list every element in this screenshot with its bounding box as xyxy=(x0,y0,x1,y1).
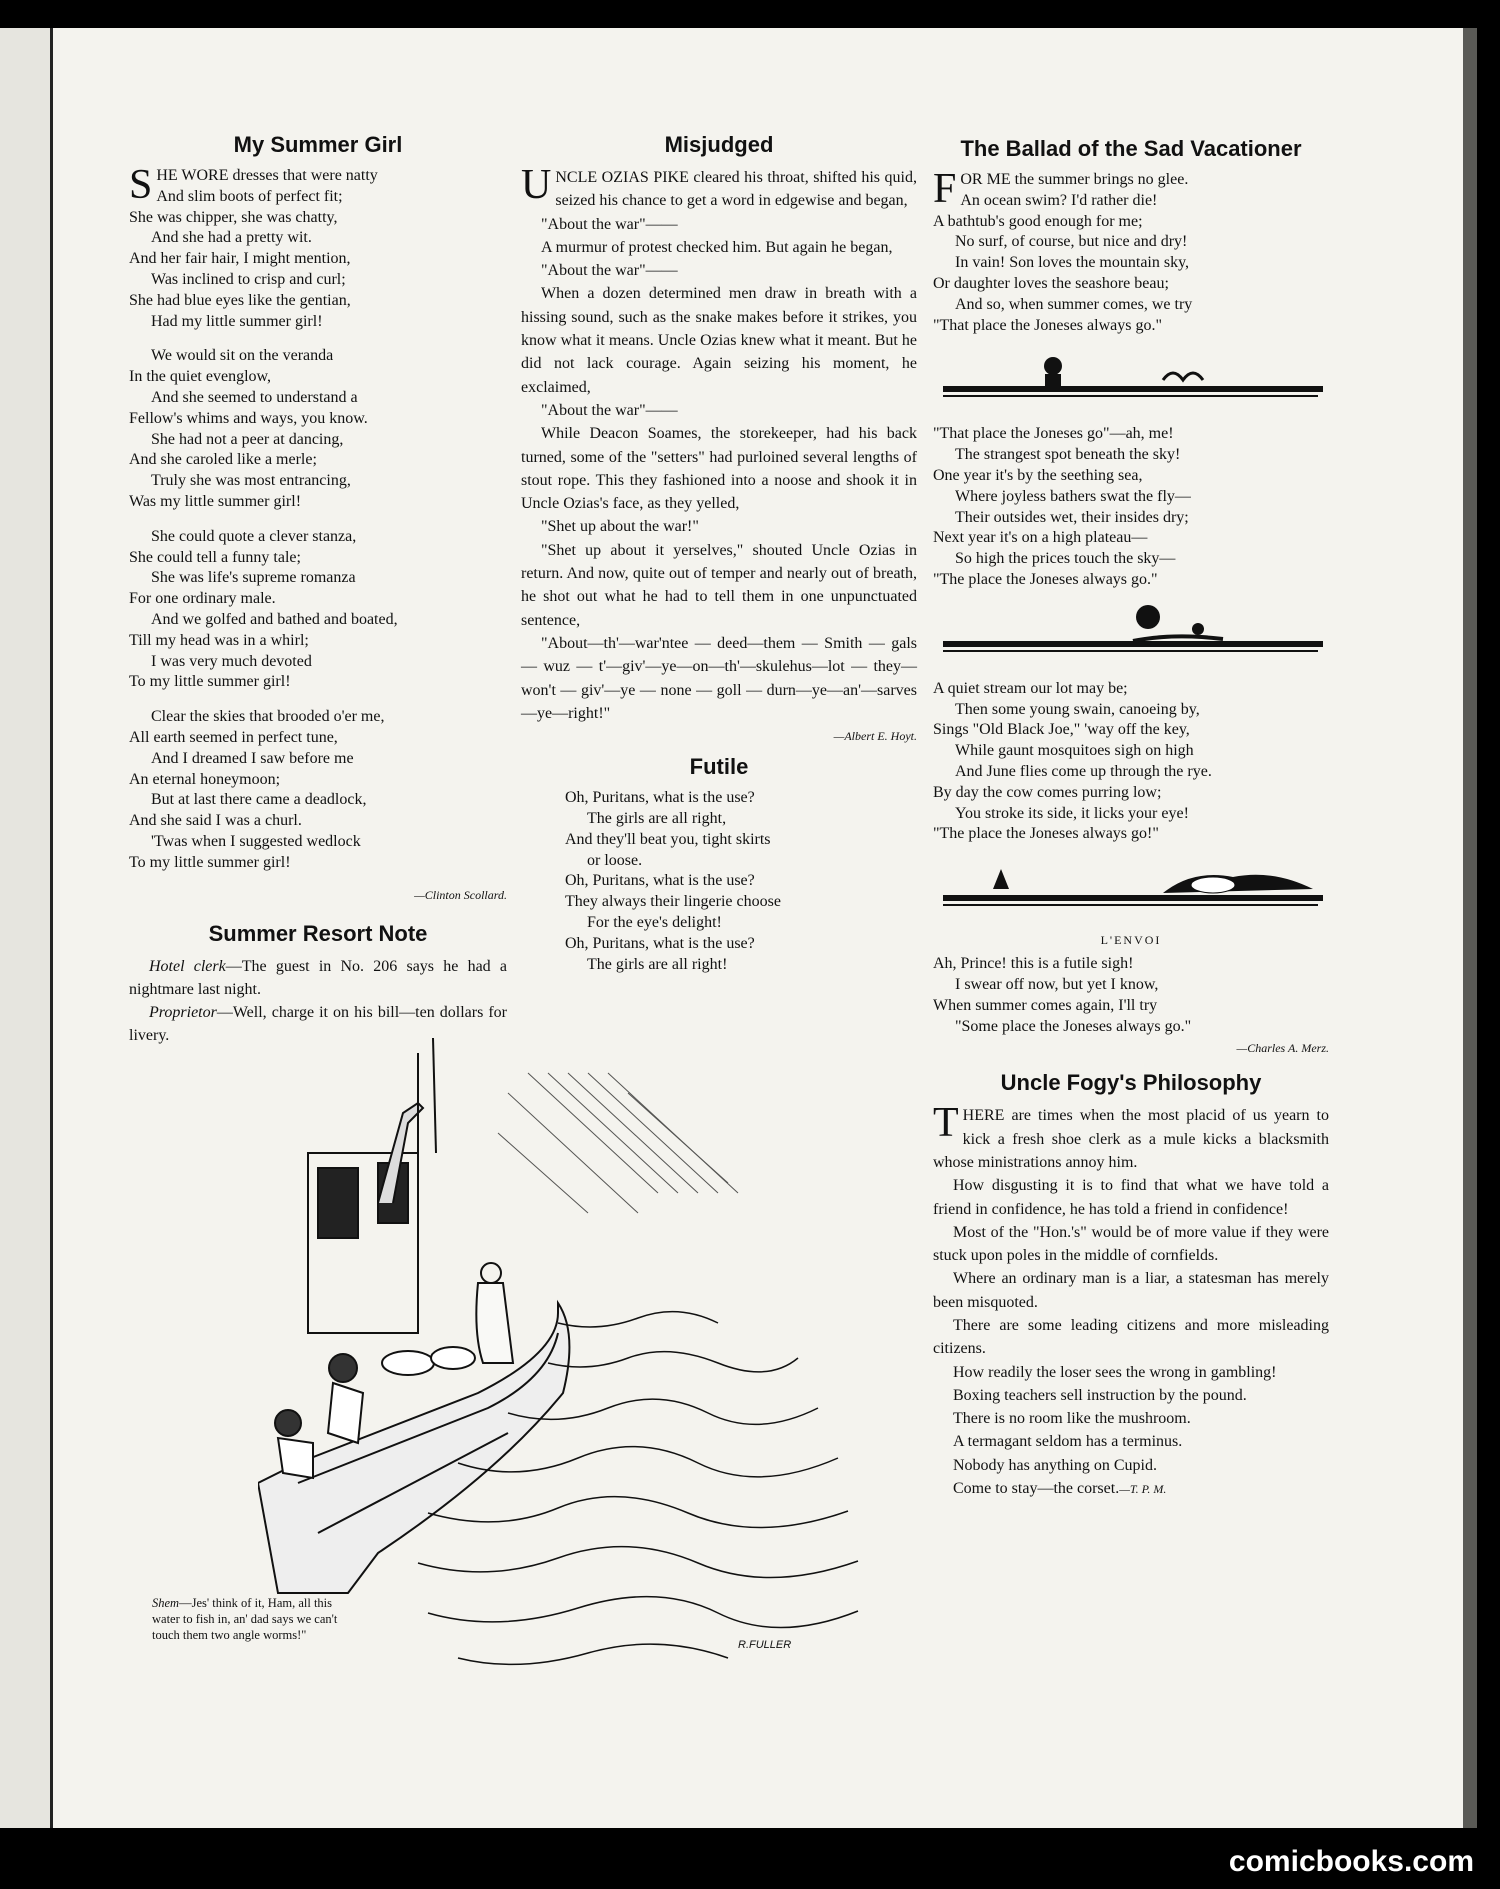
paragraph: "Shet up about the war!" xyxy=(541,518,699,536)
uncle-fogy-philosophy xyxy=(933,1100,1329,1501)
paragraph: A murmur of protest checked him. But again he began, xyxy=(541,238,893,256)
verse-line: Oh, Puritans, what is the use? xyxy=(565,872,755,890)
stanza xyxy=(933,166,1329,336)
column-right xyxy=(933,136,1329,1501)
stanza xyxy=(129,527,507,693)
verse-line: And she said I was a churl. xyxy=(129,812,302,830)
verse-line: By day the cow comes purring low; xyxy=(933,783,1162,801)
verse-line: While gaunt mosquitoes sigh on high xyxy=(955,742,1194,760)
verse-line: So high the prices touch the sky— xyxy=(955,550,1176,568)
verse-line: Their outsides wet, their insides dry; xyxy=(955,508,1189,526)
verse-line: For one ordinary male. xyxy=(129,590,276,608)
cartoon-caption xyxy=(152,1595,352,1643)
verse-line: And she seemed to understand a xyxy=(151,388,358,406)
paragraph: How readily the loser sees the wrong in gambling! xyxy=(953,1363,1277,1381)
paragraph: Nobody has anything on Cupid. xyxy=(953,1456,1157,1474)
paragraph: NCLE OZIAS PIKE cleared his throat, shifted his quid, seized his chance to get a word in edgewise and began, xyxy=(555,169,917,210)
verse-line: or loose. xyxy=(587,851,643,869)
poem-title-ballad: The Ballad of the Sad Vacationer xyxy=(960,136,1302,161)
verse-line: No surf, of course, but nice and dry! xyxy=(955,233,1188,251)
cartoonist-signature: R.FULLER xyxy=(738,1639,792,1651)
verse-line: And June flies come up through the rye. xyxy=(955,762,1212,780)
verse-line: She was life's supreme romanza xyxy=(151,569,356,587)
stanza xyxy=(129,162,507,332)
stanza xyxy=(933,679,1329,845)
author-credit: —Clinton Scollard. xyxy=(414,887,507,902)
verse-line: Sings "Old Black Joe," 'way off the key, xyxy=(933,721,1190,739)
verse-line: And her fair hair, I might mention, xyxy=(129,250,351,268)
verse-line: In vain! Son loves the mountain sky, xyxy=(955,254,1190,272)
verse-line: All earth seemed in perfect tune, xyxy=(129,728,338,746)
verse-line: For the eye's delight! xyxy=(587,913,722,931)
verse-line: But at last there came a deadlock, xyxy=(151,791,367,809)
paragraph: "About the war"—— xyxy=(541,262,678,280)
vignette-canoe xyxy=(933,605,1329,665)
paragraph: Most of the "Hon.'s" would be of more value if they were stuck upon poles in the middle of cornfields. xyxy=(933,1223,1329,1265)
verse-line: Ah, Prince! this is a futile sigh! xyxy=(933,955,1134,973)
paragraph: While Deacon Soames, the storekeeper, had his back turned, some of the "setters" had purloined several lengths of stout rope. This they fashioned into a noose and shook it in Uncle Ozias's face, as they yelled, xyxy=(521,425,917,513)
verse-line: And she had a pretty wit. xyxy=(151,229,312,247)
verse-line: "That place the Joneses always go." xyxy=(933,316,1162,334)
paragraph: HERE are times when the most placid of us yearn to kick a fresh shoe clerk as a mule kicks a blacksmith whose ministrations annoy him. xyxy=(933,1107,1329,1171)
verse-line: Till my head was in a whirl; xyxy=(129,631,309,649)
author-credit: —T. P. M. xyxy=(1119,1482,1167,1497)
verse-line: And we golfed and bathed and boated, xyxy=(151,610,398,628)
paragraph: Boxing teachers sell instruction by the pound. xyxy=(953,1386,1247,1404)
drop-cap: T xyxy=(933,1100,959,1147)
vignette-cow xyxy=(933,859,1329,919)
article-title-uncle-fogy: Uncle Fogy's Philosophy xyxy=(1000,1070,1262,1096)
verse-line: We would sit on the veranda xyxy=(151,347,334,365)
verse-line: And they'll beat you, tight skirts xyxy=(565,830,771,848)
verse-line: A quiet stream our lot may be; xyxy=(933,679,1128,697)
poem-my-summer-girl xyxy=(129,162,507,874)
verse-line: HE WORE dresses that were natty xyxy=(156,167,378,184)
poem-ballad xyxy=(933,166,1329,919)
paragraph: "About the war"—— xyxy=(541,401,678,419)
verse-line: Had my little summer girl! xyxy=(151,312,323,330)
paragraph: "About—th'—war'ntee — deed—them — Smith — gals — wuz — t'—giv'—ye—on—th'—skulehus—lot — they—won't — giv'—ye — none — goll — durn—ye—an'—sarves —ye—right!" xyxy=(521,634,917,722)
verse-line: She was chipper, she was chatty, xyxy=(129,208,338,226)
speaker: Proprietor xyxy=(149,1004,217,1022)
verse-line: Then some young swain, canoeing by, xyxy=(955,700,1200,718)
verse-line: Clear the skies that brooded o'er me, xyxy=(151,708,385,726)
note-text: —Well, charge it on his bill—ten dollars for livery. xyxy=(129,1004,507,1045)
verse-line: In the quiet evenglow, xyxy=(129,368,272,386)
paragraph: How disgusting it is to find that what we have told a friend in confidence, he has told a friend in confidence! xyxy=(933,1177,1329,1218)
stanza xyxy=(129,707,507,873)
paragraph: "About the war"—— xyxy=(541,215,678,233)
author-credit: —Charles A. Merz. xyxy=(1236,1041,1329,1056)
verse-line: Oh, Puritans, what is the use? xyxy=(565,789,755,807)
magazine-page xyxy=(53,28,1463,1828)
verse-line: An ocean swim? I'd rather die! xyxy=(960,191,1158,209)
verse-line: They always their lingerie choose xyxy=(565,893,781,911)
verse-line: And I dreamed I saw before me xyxy=(151,749,354,767)
verse-line: The girls are all right, xyxy=(587,809,727,827)
verse-line: An eternal honeymoon; xyxy=(129,770,281,788)
verse-line: And she caroled like a merle; xyxy=(129,451,317,469)
verse-line: She could tell a funny tale; xyxy=(129,548,301,566)
paragraph: Where an ordinary man is a liar, a statesman has merely been misquoted. xyxy=(933,1270,1329,1311)
verse-line: Or daughter loves the seashore beau; xyxy=(933,274,1169,292)
verse-line: "Some place the Joneses always go." xyxy=(955,1017,1192,1035)
drop-cap: F xyxy=(933,166,957,212)
verse-line: A bathtub's good enough for me; xyxy=(933,212,1143,230)
drop-cap: S xyxy=(129,162,153,208)
noahs-ark-cartoon xyxy=(258,1033,873,1688)
verse-line: Next year it's on a high plateau— xyxy=(933,529,1148,547)
verse-line: I swear off now, but yet I know, xyxy=(955,975,1159,993)
verse-line: You stroke its side, it licks your eye! xyxy=(955,804,1189,822)
verse-line: "That place the Joneses go"—ah, me! xyxy=(933,425,1174,443)
verse-line: OR ME the summer brings no glee. xyxy=(960,171,1189,188)
paragraph: A termagant seldom has a terminus. xyxy=(953,1433,1183,1451)
poem-title-my-summer-girl: My Summer Girl xyxy=(233,132,403,157)
verse-line: To my little summer girl! xyxy=(129,853,291,871)
verse-line: And so, when summer comes, we try xyxy=(955,295,1193,313)
verse-line: Was my little summer girl! xyxy=(129,492,302,510)
right-binding xyxy=(1463,28,1477,1828)
verse-line: "The place the Joneses always go." xyxy=(933,570,1158,588)
verse-line: She could quote a clever stanza, xyxy=(151,527,357,545)
lenvoi-verse xyxy=(933,954,1329,1037)
paragraph: When a dozen determined men draw in breath with a hissing sound, such as the snake makes before it strikes, you know what it means. Uncle Ozias knew what it meant. But he did not lack courage. Again seizing his moment, he exclaimed, xyxy=(521,285,917,396)
lenvoi-heading: L'ENVOI xyxy=(1100,933,1162,948)
verse-line: And slim boots of perfect fit; xyxy=(156,187,343,205)
verse-line: The strangest spot beneath the sky! xyxy=(955,446,1181,464)
paragraph: Come to stay—the corset. xyxy=(953,1480,1120,1498)
verse-line: One year it's by the seething sea, xyxy=(933,466,1143,484)
story-title-misjudged: Misjudged xyxy=(664,132,774,157)
verse-line: Fellow's whims and ways, you know. xyxy=(129,409,368,427)
verse-line: Oh, Puritans, what is the use? xyxy=(565,934,755,952)
watermark: comicbooks.com xyxy=(1228,1845,1474,1878)
verse-line: "The place the Joneses always go!" xyxy=(933,825,1159,843)
drop-cap: U xyxy=(521,162,552,208)
verse-line: I was very much devoted xyxy=(151,652,312,670)
verse-line: She had blue eyes like the gentian, xyxy=(129,291,351,309)
speaker: Hotel clerk xyxy=(149,957,226,975)
stanza xyxy=(933,424,1329,590)
verse-line: To my little summer girl! xyxy=(129,673,291,691)
verse-line: Was inclined to crisp and curl; xyxy=(151,270,346,288)
verse-line: The girls are all right! xyxy=(587,955,728,973)
left-binding xyxy=(0,28,53,1828)
poem-title-futile: Futile xyxy=(689,754,749,780)
speaker: Shem xyxy=(152,1596,180,1610)
verse-line: When summer comes again, I'll try xyxy=(933,996,1158,1014)
stanza xyxy=(129,346,507,512)
vignette-bathers xyxy=(933,350,1329,410)
verse-line: 'Twas when I suggested wedlock xyxy=(151,832,361,850)
note-title: Summer Resort Note xyxy=(208,920,428,946)
caption-text: —Jes' think of it, Ham, all this water to fish in, an' dad says we can't touch them two angle worms!" xyxy=(152,1596,338,1642)
poem-futile xyxy=(521,788,917,975)
column-left xyxy=(129,132,507,1048)
note-text: —The guest in No. 206 says he had a nightmare last night. xyxy=(129,957,507,998)
verse-line: She had not a peer at dancing, xyxy=(151,430,344,448)
verse-line: Where joyless bathers swat the fly— xyxy=(955,487,1191,505)
paragraph: There are some leading citizens and more misleading citizens. xyxy=(933,1316,1329,1358)
column-middle xyxy=(521,132,917,975)
author-credit: —Albert E. Hoyt. xyxy=(833,729,917,744)
paragraph: There is no room like the mushroom. xyxy=(953,1410,1191,1428)
story-misjudged xyxy=(521,162,917,725)
paragraph: "Shet up about it yerselves," shouted Uncle Ozias in return. And now, quite out of temper and nearly out of breath, he shot out what he had to tell them in one unpunctuated sentence, xyxy=(521,541,917,629)
verse-line: Truly she was most entrancing, xyxy=(151,472,351,490)
